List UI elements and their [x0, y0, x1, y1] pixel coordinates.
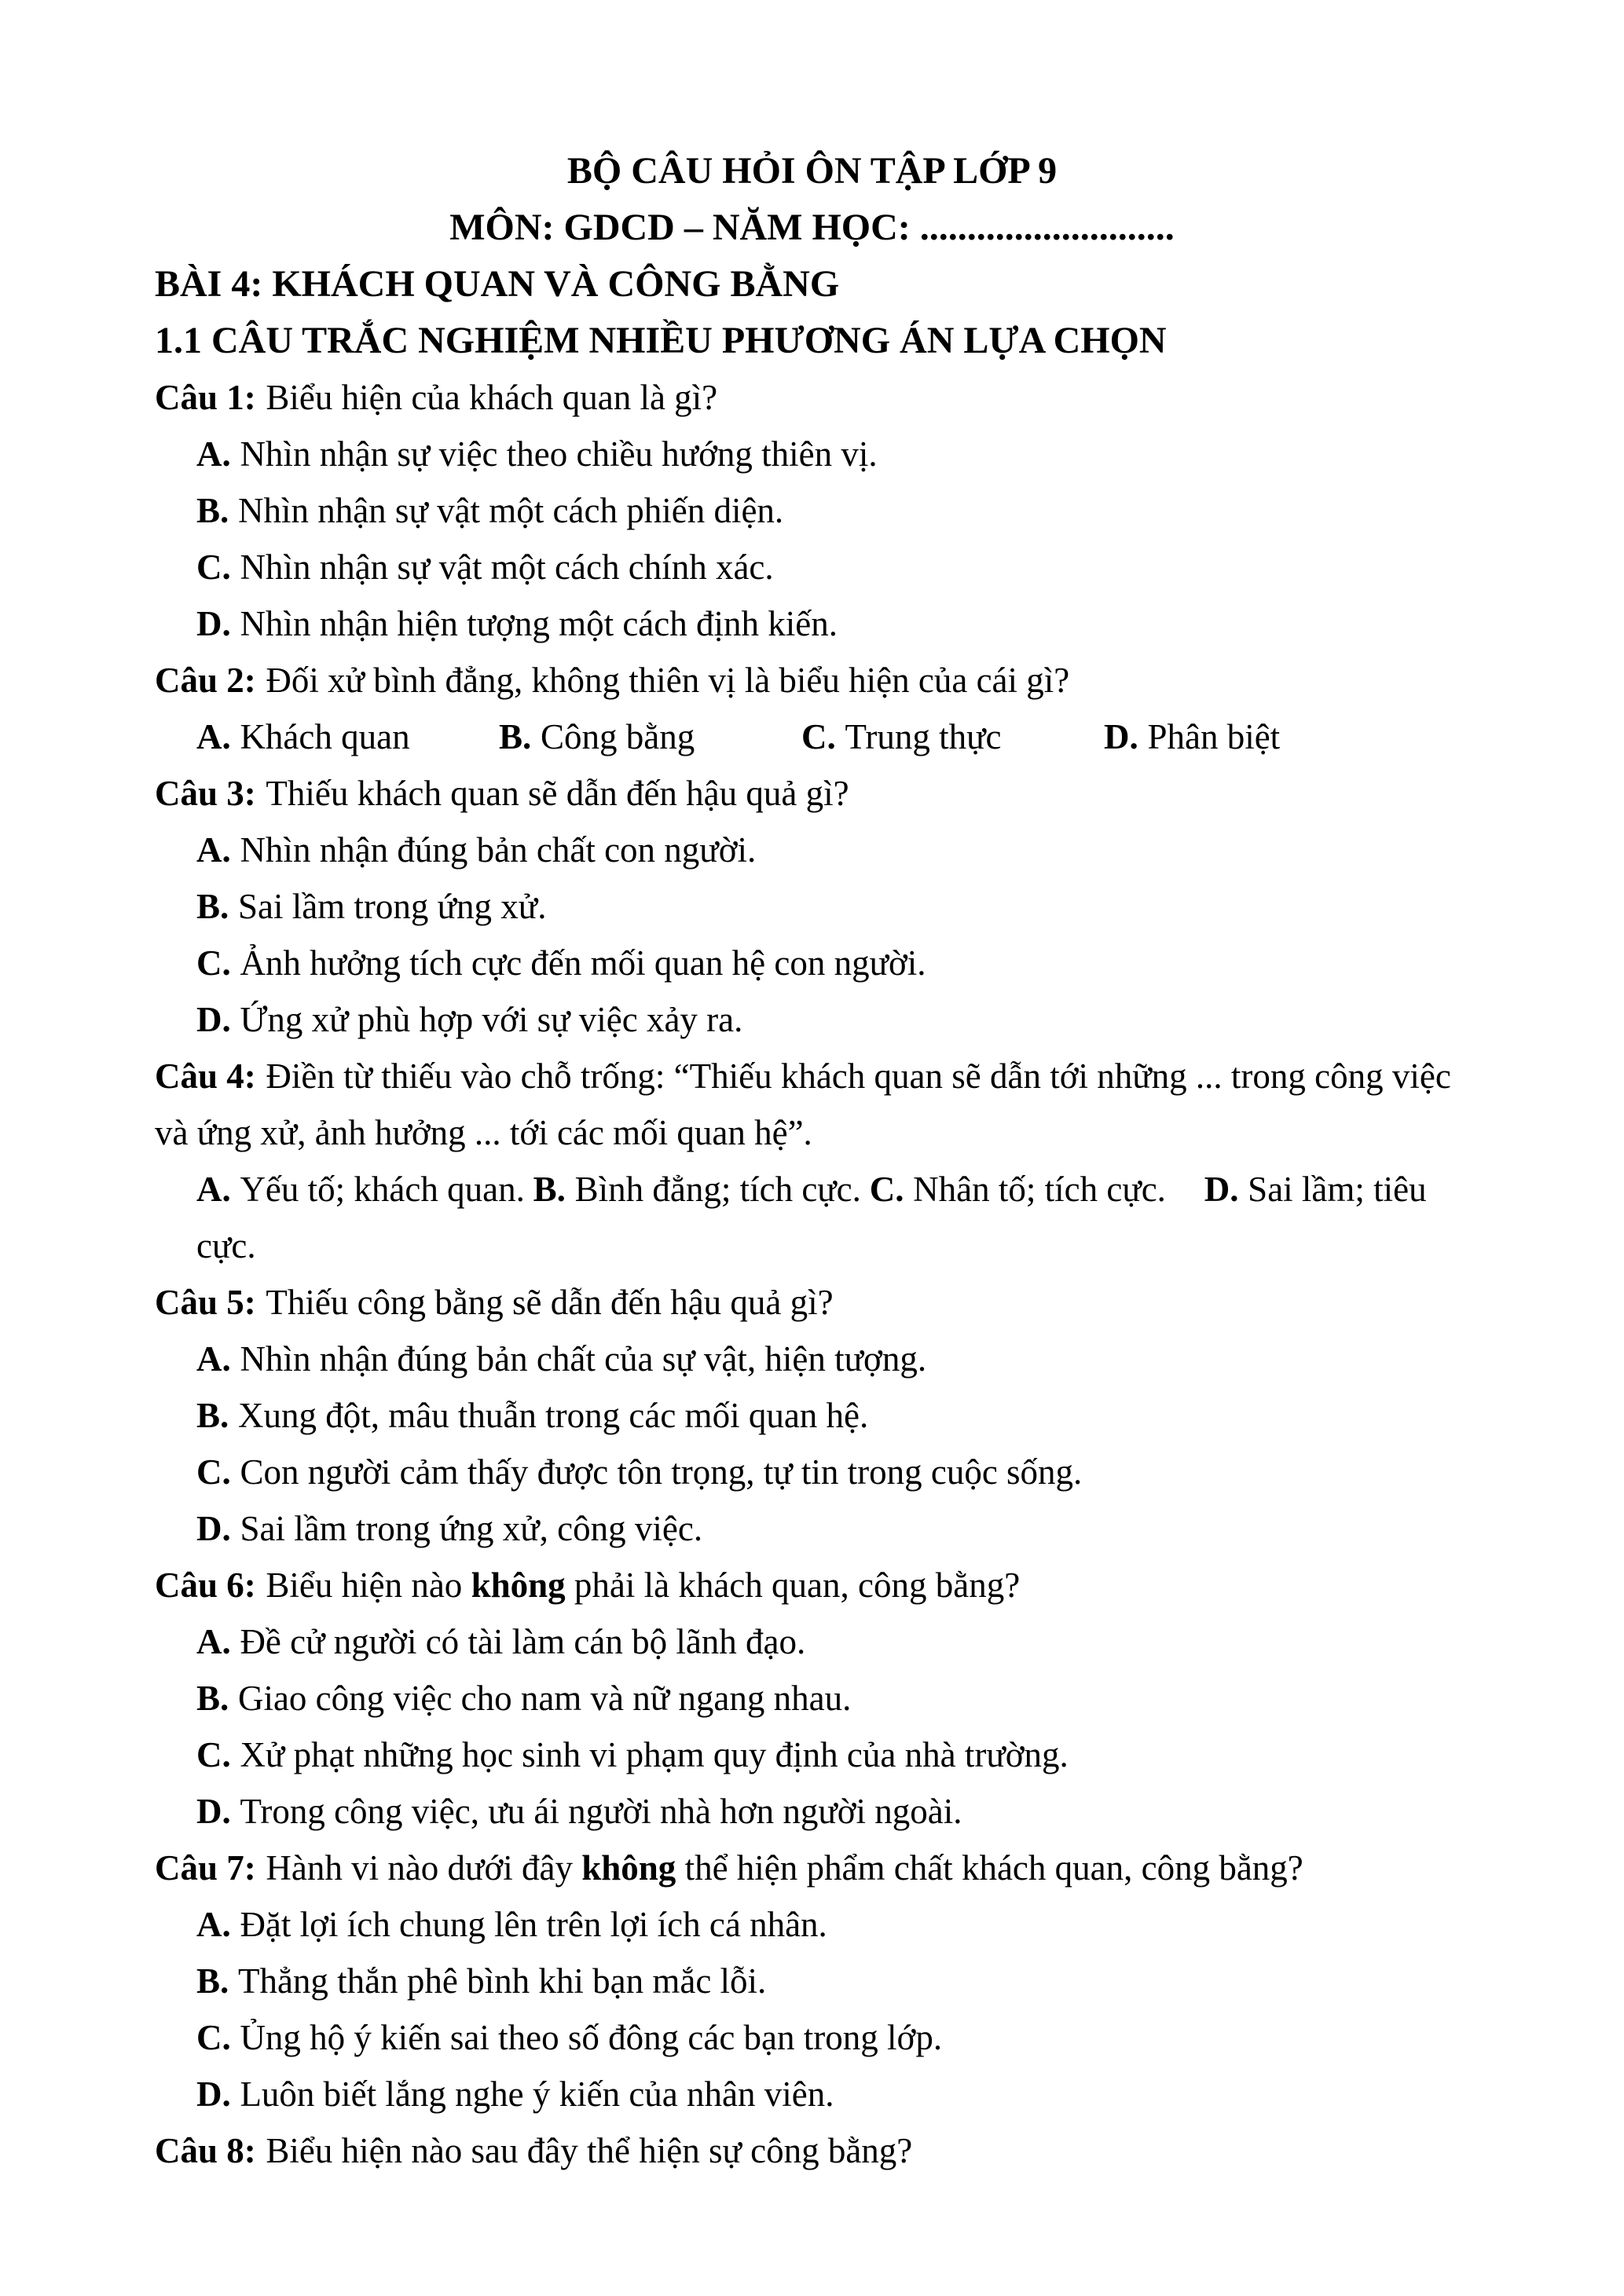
option-text: Con người cảm thấy được tôn trọng, tự tin trong cuộc sống.: [240, 1452, 1083, 1492]
option-letter: D.: [196, 1000, 231, 1039]
question-text: Biểu hiện của khách quan là gì?: [266, 378, 718, 417]
doc-subtitle: MÔN: GDCD – NĂM HỌC: ...........................: [449, 207, 1175, 248]
question-1-option-d: [155, 595, 1469, 652]
option-text: Ủng hộ ý kiến sai theo số đông các bạn trong lớp.: [240, 2018, 943, 2057]
question-text: Thiếu khách quan sẽ dẫn đến hậu quả gì?: [266, 774, 849, 813]
option-text: Nhìn nhận sự việc theo chiều hướng thiên vị.: [240, 434, 878, 474]
question-cau-2: [155, 652, 1469, 709]
option-text: Nhìn nhận đúng bản chất của sự vật, hiện tượng.: [240, 1339, 927, 1379]
option-text: Nhìn nhận sự vật một cách chính xác.: [240, 547, 774, 587]
option-letter: C.: [196, 2018, 231, 2057]
question-1-option-c: [155, 539, 1469, 595]
question-text-after: thể hiện phẩm chất khách quan, công bằng?: [676, 1848, 1303, 1888]
option-letter: B.: [196, 491, 229, 530]
question-4-options-row: [155, 1161, 1469, 1274]
question-text-bold: không: [581, 1848, 676, 1888]
option-letter: D.: [1204, 1170, 1239, 1209]
option-letter: B.: [196, 1679, 229, 1718]
question-3-option-c: [155, 935, 1469, 991]
question-1-option-b: [155, 482, 1469, 539]
question-1-option-a: [155, 426, 1469, 482]
option-letter: B.: [533, 1170, 566, 1209]
option-text: Ứng xử phù hợp với sự việc xảy ra.: [240, 1000, 743, 1039]
option-text: Khách quan: [240, 717, 410, 756]
question-cau-3: [155, 765, 1469, 822]
option-text: Nhìn nhận hiện tượng một cách định kiến.: [240, 604, 838, 643]
option-text: Ảnh hưởng tích cực đến mối quan hệ con người.: [240, 943, 926, 983]
question-cau-6: [155, 1557, 1469, 1613]
question-3-option-a: [155, 822, 1469, 878]
option-letter: D.: [1104, 717, 1138, 756]
question-7-option-a: [155, 1896, 1469, 1953]
question-label: Câu 6:: [155, 1565, 256, 1605]
option-letter: B.: [196, 1961, 229, 2001]
question-label: Câu 8:: [155, 2131, 256, 2170]
option-letter: A.: [196, 1339, 231, 1379]
question-text: Điền từ thiếu vào chỗ trống: “Thiếu khách quan sẽ dẫn tới những ... trong công việc và ứng xử, ảnh hưởng ... tới các mối quan hệ”.: [155, 1056, 1451, 1152]
question-text: Đối xử bình đẳng, không thiên vị là biểu hiện của cái gì?: [266, 661, 1070, 700]
option-text: Bình đẳng; tích cực.: [574, 1170, 861, 1209]
option-letter: C.: [196, 943, 231, 983]
option-text: Đặt lợi ích chung lên trên lợi ích cá nhân.: [240, 1905, 827, 1944]
lesson-heading: BÀI 4: KHÁCH QUAN VÀ CÔNG BẰNG: [155, 263, 840, 305]
question-2-option-d: [1104, 709, 1280, 765]
option-text: Thẳng thắn phê bình khi bạn mắc lỗi.: [237, 1961, 767, 2001]
option-text: Nhân tố; tích cực.: [913, 1170, 1166, 1209]
option-letter: A.: [196, 1622, 231, 1661]
option-text: Giao công việc cho nam và nữ ngang nhau.: [237, 1679, 852, 1718]
option-text: Đề cử người có tài làm cán bộ lãnh đạo.: [240, 1622, 806, 1661]
question-label: Câu 1:: [155, 378, 256, 417]
option-letter: D.: [196, 1509, 231, 1548]
option-letter: C.: [196, 1735, 231, 1774]
question-2-options-row: [155, 709, 1469, 765]
option-letter: C.: [869, 1170, 904, 1209]
option-letter: A.: [196, 1170, 231, 1209]
option-text: Trong công việc, ưu ái người nhà hơn người ngoài.: [240, 1792, 962, 1831]
option-letter: B.: [196, 1396, 229, 1435]
option-letter: D.: [196, 1792, 231, 1831]
question-text-bold: không: [471, 1565, 566, 1605]
question-4-option-a: [196, 1170, 525, 1209]
option-text: Sai lầm; tiêu cực.: [196, 1170, 1427, 1265]
doc-title: BỘ CÂU HỎI ÔN TẬP LỚP 9: [566, 150, 1058, 192]
question-label: Câu 4:: [155, 1056, 256, 1096]
question-6-option-c: [155, 1727, 1469, 1783]
question-7-option-b: [155, 1953, 1469, 2009]
question-6-option-b: [155, 1670, 1469, 1727]
option-text: Phân biệt: [1147, 717, 1281, 756]
option-letter: C.: [801, 717, 836, 756]
question-4-option-b: [533, 1170, 861, 1209]
option-letter: B.: [499, 717, 532, 756]
question-label: Câu 7:: [155, 1848, 256, 1888]
question-7-option-d: [155, 2066, 1469, 2122]
section-heading: 1.1 CÂU TRẮC NGHIỆM NHIỀU PHƯƠNG ÁN LỰA CHỌN: [155, 320, 1167, 361]
question-7-option-c: [155, 2009, 1469, 2066]
question-5-option-c: [155, 1444, 1469, 1500]
question-cau-5: [155, 1274, 1469, 1331]
option-letter: D.: [196, 2074, 231, 2114]
option-text: Nhìn nhận đúng bản chất con người.: [240, 830, 757, 870]
option-letter: A.: [196, 830, 231, 870]
question-cau-4: [155, 1048, 1469, 1161]
option-letter: A.: [196, 1905, 231, 1944]
question-cau-7: [155, 1840, 1469, 1896]
question-text-after: phải là khách quan, công bằng?: [565, 1565, 1021, 1605]
question-6-option-a: [155, 1613, 1469, 1670]
question-text: Biểu hiện nào sau đây thể hiện sự công bằng?: [266, 2131, 913, 2170]
question-4-option-c: [870, 1170, 1166, 1209]
question-2-option-b: [499, 709, 801, 765]
question-text: Biểu hiện nào: [266, 1565, 471, 1605]
option-letter: C.: [196, 1452, 231, 1492]
question-cau-8: [155, 2122, 1469, 2179]
option-text: Nhìn nhận sự vật một cách phiến diện.: [237, 491, 784, 530]
option-text: Luôn biết lắng nghe ý kiến của nhân viên.: [240, 2074, 834, 2114]
option-text: Trung thực: [845, 717, 1002, 756]
question-label: Câu 2:: [155, 661, 256, 700]
option-text: Công bằng: [540, 717, 695, 756]
question-5-option-a: [155, 1331, 1469, 1387]
question-5-option-d: [155, 1500, 1469, 1557]
option-letter: C.: [196, 547, 231, 587]
question-label: Câu 5:: [155, 1283, 256, 1322]
option-letter: D.: [196, 604, 231, 643]
question-3-option-b: [155, 878, 1469, 935]
question-cau-1: [155, 369, 1469, 426]
option-text: Xung đột, mâu thuẫn trong các mối quan hệ.: [237, 1396, 869, 1435]
option-text: Sai lầm trong ứng xử.: [237, 887, 547, 926]
question-2-option-c: [801, 709, 1104, 765]
question-label: Câu 3:: [155, 774, 256, 813]
option-letter: B.: [196, 887, 229, 926]
option-letter: A.: [196, 434, 231, 474]
option-text: Yếu tố; khách quan.: [240, 1170, 525, 1209]
question-2-option-a: [196, 709, 499, 765]
question-3-option-d: [155, 991, 1469, 1048]
question-text: Hành vi nào dưới đây: [266, 1848, 582, 1888]
question-text: Thiếu công bằng sẽ dẫn đến hậu quả gì?: [266, 1283, 834, 1322]
question-6-option-d: [155, 1783, 1469, 1840]
option-text: Sai lầm trong ứng xử, công việc.: [240, 1509, 703, 1548]
option-letter: A.: [196, 717, 231, 756]
question-5-option-b: [155, 1387, 1469, 1444]
option-text: Xử phạt những học sinh vi phạm quy định của nhà trường.: [240, 1735, 1069, 1774]
